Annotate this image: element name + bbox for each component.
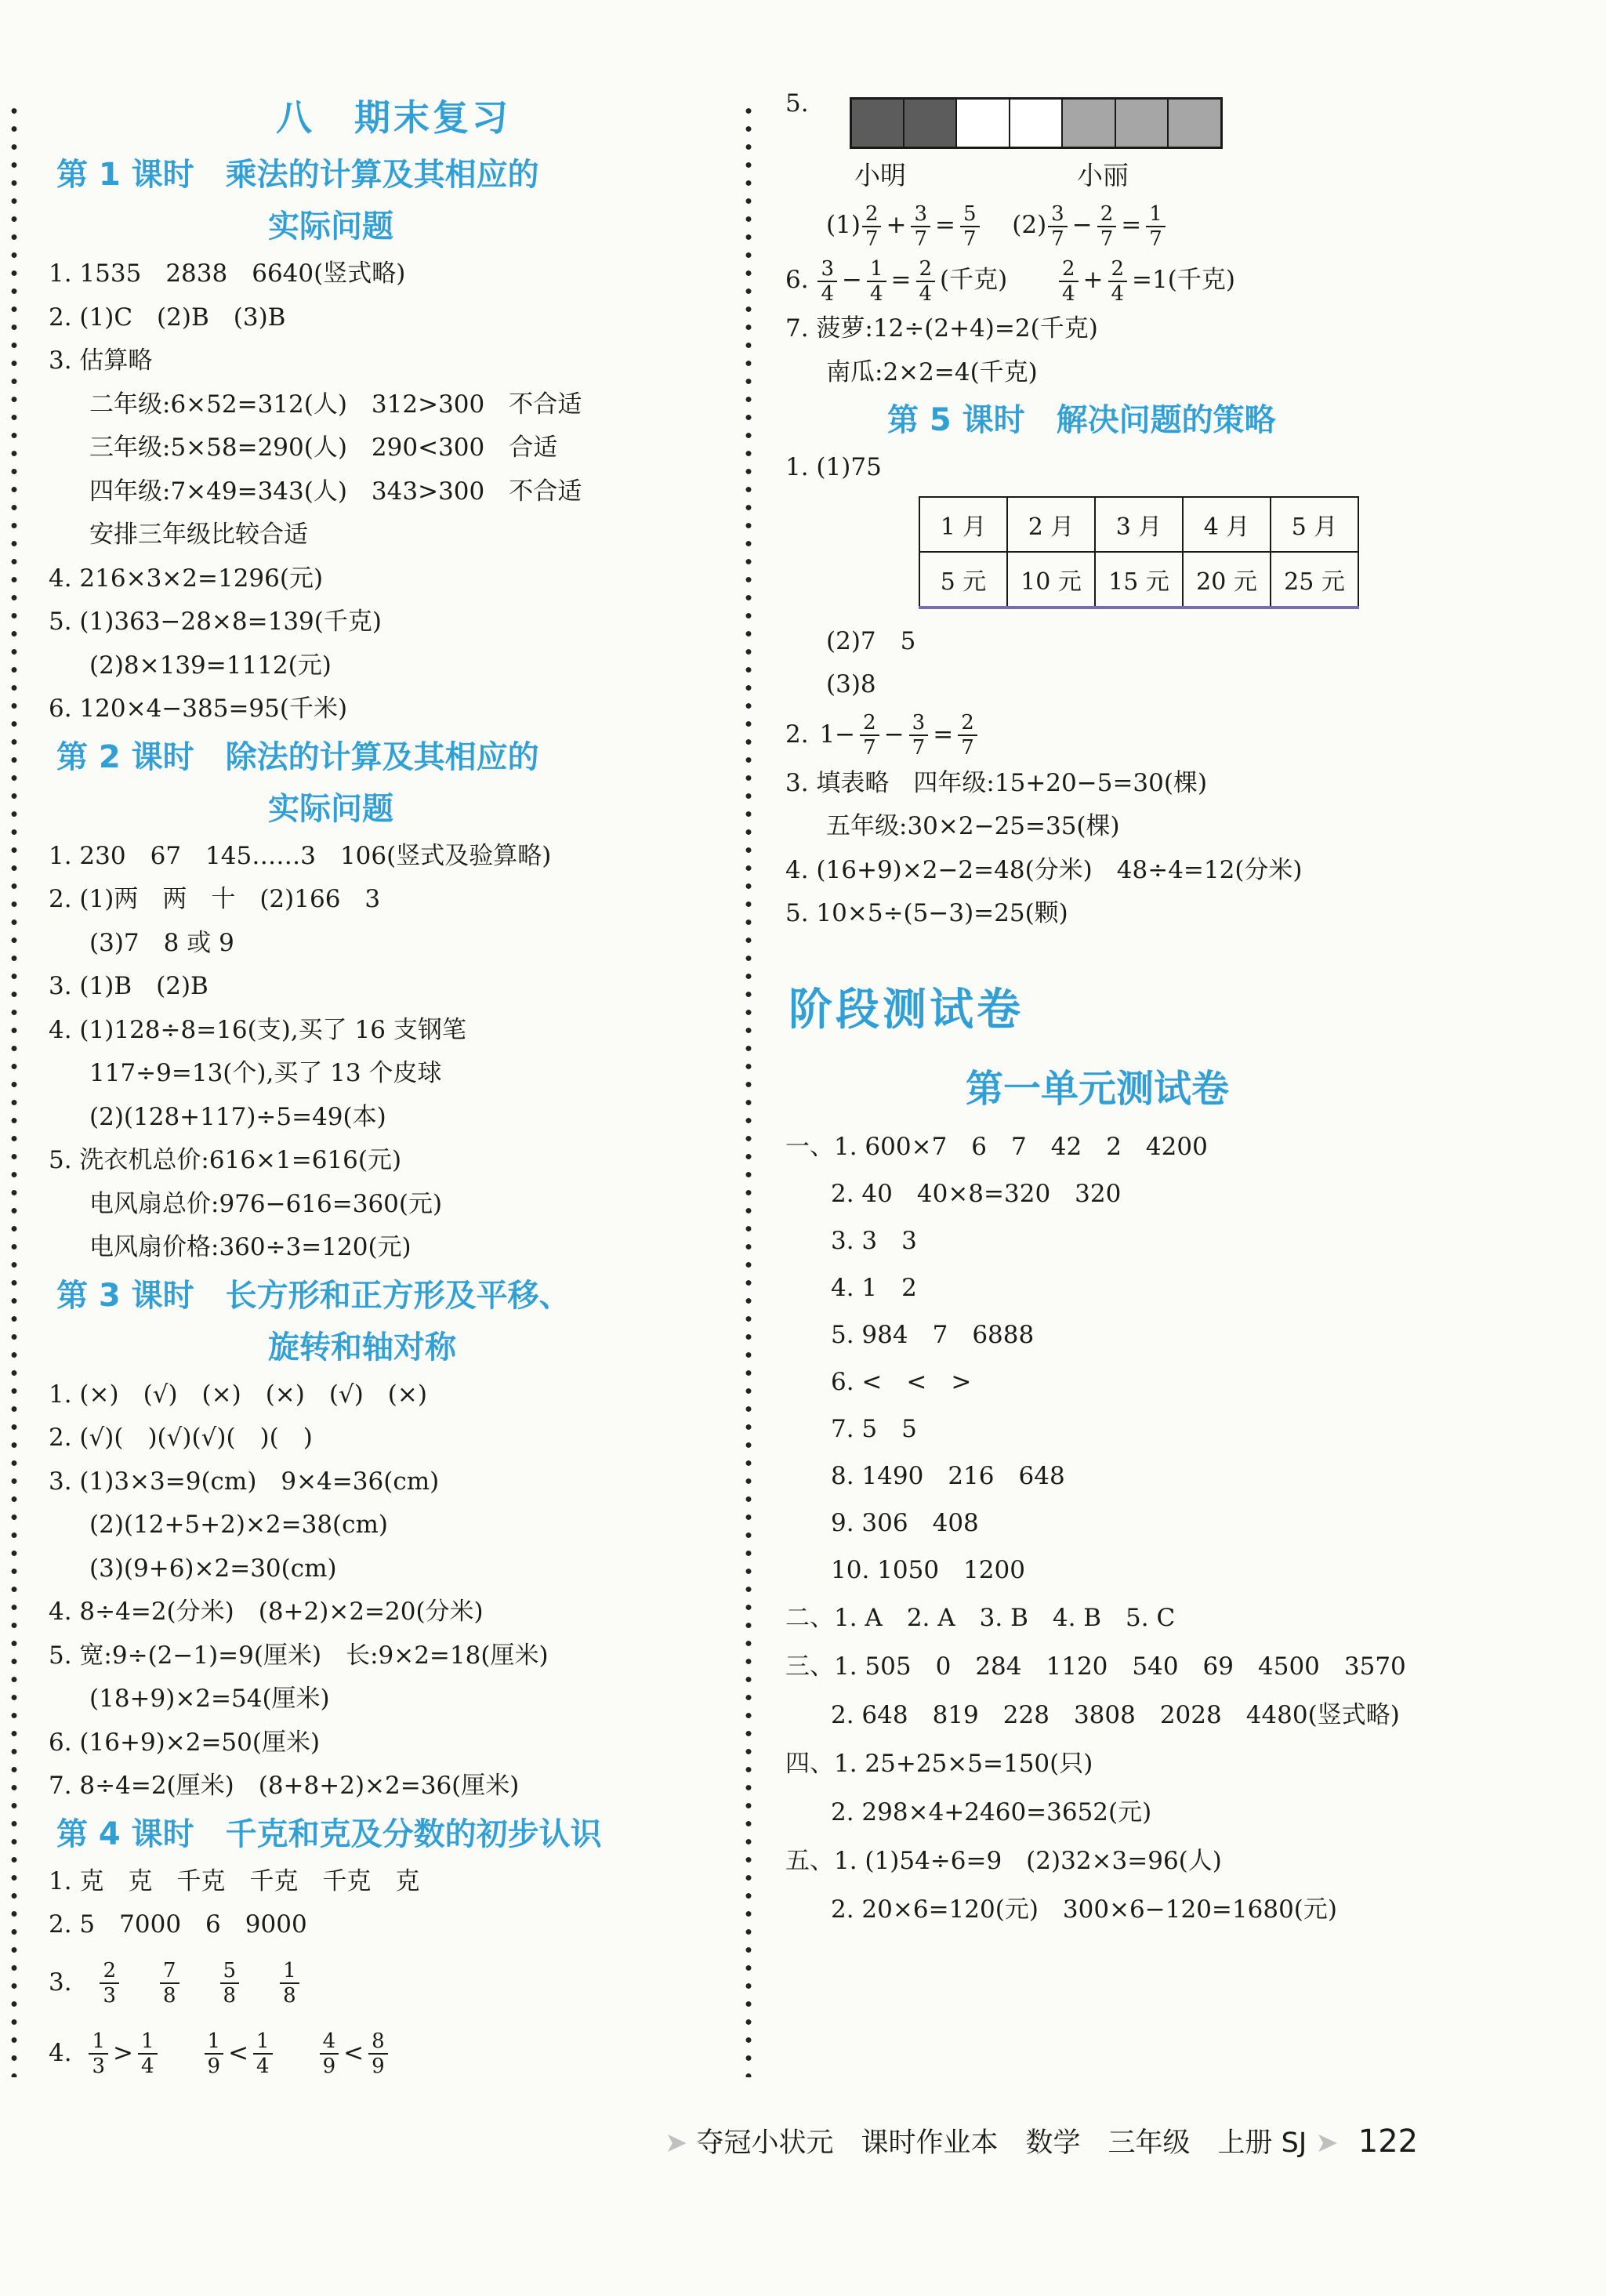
table-row <box>919 552 1358 608</box>
fraction: $\frac{2}{4}$ <box>916 257 936 306</box>
fraction-compare-group: $\frac{1}{3}$ > $\frac{1}{4}$ $\frac{1}{9}$ < $\frac{1}{4}$ $\frac{4}{9}$ < $\frac{8}{9}$ <box>79 2039 425 2067</box>
lesson-5-title: 第 5 课时 解决问题的策略 <box>887 402 1276 438</box>
answer-line: 117÷9=13(个),买了 13 个皮球 <box>89 1059 442 1087</box>
fraction: $\frac{2}{4}$ <box>1059 257 1079 306</box>
lesson-1-answers <box>49 252 738 731</box>
fraction-answer-q3: 3. $\frac{2}{3}$ $\frac{7}{8}$ $\frac{5}{8}$ $\frac{1}{8}$ <box>49 1947 738 2018</box>
answer-line: 一、1. 600×7 6 7 42 2 4200 <box>785 1132 1208 1161</box>
answer-line: 4. (16+9)×2−2=48(分米) 48÷4=12(分米) <box>785 855 1303 884</box>
binding-dots-middle <box>745 102 752 2077</box>
page-number: 122 <box>1358 2124 1419 2160</box>
answer-line: 8. 1490 216 648 <box>831 1461 1065 1490</box>
answer-line: 9. 306 408 <box>831 1508 979 1537</box>
label-xiaoming: 小明 <box>854 160 906 190</box>
answer-line: 2. (1)两 两 十 (2)166 3 <box>49 885 381 913</box>
answer-line: 7. 8÷4=2(厘米) (8+8+2)×2=36(厘米) <box>49 1772 520 1800</box>
fraction: $\frac{2}{3}$ <box>100 1959 119 2008</box>
fraction: $\frac{3}{7}$ <box>1048 202 1068 251</box>
bar-cell <box>1010 100 1063 147</box>
answer-line: 3. 估算略 <box>49 346 153 375</box>
table-cell: 1 月 <box>919 497 1007 552</box>
q5-bar-row: 5. <box>785 86 1569 149</box>
answer-line: 四、1. 25+25×5=150(只) <box>785 1749 1093 1778</box>
unit-1-test-title: 第一单元测试卷 <box>966 1066 1230 1111</box>
arrow-icon: ➤ <box>665 2127 688 2159</box>
table-cell: 4 月 <box>1183 497 1271 552</box>
fraction: $\frac{2}{7}$ <box>1097 202 1117 251</box>
lesson-3-title: 第 3 课时 长方形和正方形及平移、 旋转和轴对称 <box>56 1277 571 1366</box>
lesson-4-answers <box>49 1860 738 2088</box>
fraction: $\frac{2}{4}$ <box>1108 257 1128 306</box>
answer-line: 1. (×) (√) (×) (×) (√) (×) <box>49 1380 427 1409</box>
bar-cell <box>1169 100 1220 147</box>
answer-line: 五、1. (1)54÷6=9 (2)32×3=96(人) <box>785 1846 1222 1875</box>
answer-line: 3. (1)B (2)B <box>49 972 208 1000</box>
answer-line: 四年级:7×49=343(人) 343>300 不合适 <box>89 477 582 506</box>
bar-labels <box>785 149 1569 198</box>
answer-line: 5. (1)363−28×8=139(千克) <box>49 608 382 636</box>
fraction: $\frac{1}{4}$ <box>253 2029 273 2078</box>
fraction: $\frac{1}{9}$ <box>205 2029 224 2078</box>
fraction: $\frac{2}{7}$ <box>860 711 879 760</box>
answer-line: 4. 216×3×2=1296(元) <box>49 564 324 593</box>
answer-line: 电风扇价格:360÷3=120(元) <box>89 1233 411 1261</box>
fraction: $\frac{5}{8}$ <box>220 1959 240 2008</box>
bar-cell <box>957 100 1010 147</box>
answer-line: (3)(9+6)×2=30(cm) <box>89 1554 337 1583</box>
fraction: $\frac{1}{3}$ <box>89 2029 108 2078</box>
table-cell: 5 月 <box>1271 497 1358 552</box>
answer-line: 3. 3 3 <box>831 1226 917 1255</box>
lesson-4-title: 第 4 课时 千克和克及分数的初步认识 <box>56 1815 602 1852</box>
fraction: $\frac{7}{8}$ <box>160 1959 179 2008</box>
answer-line: 10. 1050 1200 <box>831 1555 1025 1584</box>
answer-line: 二年级:6×52=312(人) 312>300 不合适 <box>89 390 582 419</box>
answer-line: (2)(12+5+2)×2=38(cm) <box>89 1511 389 1539</box>
stage-test-title: 阶段测试卷 <box>788 984 1024 1036</box>
answer-line: 3. 填表略 四年级:15+20−5=30(棵) <box>785 768 1208 797</box>
answer-line: (3)8 <box>826 670 876 698</box>
bar-cell <box>1116 100 1169 147</box>
answer-line: 4. 1 2 <box>831 1273 917 1302</box>
table-cell: 20 元 <box>1183 552 1271 608</box>
label-xiaoli: 小丽 <box>1077 160 1129 190</box>
fraction: $\frac{1}{8}$ <box>280 1959 299 2008</box>
unit-1-answers <box>785 1124 1569 1934</box>
answer-line: 6. 120×4−385=95(千米) <box>49 695 348 723</box>
answer-line: 南瓜:2×2=4(千克) <box>826 357 1038 386</box>
table-cell: 2 月 <box>1007 497 1095 552</box>
table-cell: 15 元 <box>1095 552 1183 608</box>
answer-line: (18+9)×2=54(厘米) <box>89 1685 330 1713</box>
book-title: 夺冠小状元 课时作业本 数学 三年级 上册 SJ <box>696 2127 1307 2159</box>
answer-line: 6. (16+9)×2=50(厘米) <box>49 1728 321 1757</box>
table-row <box>919 497 1358 552</box>
answer-line: 1. (1)75 <box>785 453 882 481</box>
table-cell: 25 元 <box>1271 552 1358 608</box>
answer-line: 三、1. 505 0 284 1120 540 69 4500 3570 <box>785 1652 1406 1681</box>
answer-line: 2. 298×4+2460=3652(元) <box>831 1797 1152 1826</box>
left-column <box>49 86 738 2088</box>
answer-line: (2)8×139=1112(元) <box>89 651 332 680</box>
answer-line: 7. 5 5 <box>831 1414 917 1443</box>
answer-line: 4. 8÷4=2(分米) (8+2)×2=20(分米) <box>49 1598 484 1626</box>
answer-line: 2. (√)( )(√)(√)( )( ) <box>49 1424 313 1452</box>
arrow-icon: ➤ <box>1315 2127 1339 2159</box>
answer-line: 5. 984 7 6888 <box>831 1320 1035 1349</box>
fraction: $\frac{5}{7}$ <box>960 202 980 251</box>
right-column <box>785 86 1569 1934</box>
fraction: $\frac{2}{7}$ <box>862 202 882 251</box>
answer-line: 二、1. A 2. A 3. B 4. B 5. C <box>785 1603 1176 1632</box>
answer-line: 1. 1535 2838 6640(竖式略) <box>49 259 406 288</box>
q5-equations: (1) $\frac{2}{7}$ + $\frac{3}{7}$ = $\frac{5}{7}$ (2) $\frac{3}{7}$ − $\frac{2}{7}$ = $\frac{1}{7}$ <box>785 198 1569 252</box>
table-cell: 10 元 <box>1007 552 1095 608</box>
answer-line: 5. 洗衣机总价:616×1=616(元) <box>49 1146 402 1174</box>
lesson-2-title: 第 2 课时 除法的计算及其相应的 实际问题 <box>56 738 539 827</box>
answer-line: 2. 20×6=120(元) 300×6−120=1680(元) <box>831 1895 1337 1924</box>
answer-line: 安排三年级比较合适 <box>89 520 308 549</box>
q6-equations: 6. $\frac{3}{4}$ − $\frac{1}{4}$ = $\frac{2}{4}$ (千克) $\frac{2}{4}$ + $\frac{2}{4}$ =1(千克) <box>785 256 1235 306</box>
binding-dots-left <box>11 102 17 2077</box>
answer-line: 6. < < > <box>831 1367 972 1396</box>
answer-line: (2)(128+117)÷5=49(本) <box>89 1102 386 1131</box>
answer-line: (3)7 8 或 9 <box>89 928 234 957</box>
answer-line: 7. 菠萝:12÷(2+4)=2(千克) <box>785 314 1098 343</box>
page-footer <box>665 2121 1418 2160</box>
answer-line: 3. (1)3×3=9(cm) 9×4=36(cm) <box>49 1467 440 1496</box>
fraction: $\frac{1}{4}$ <box>867 257 886 306</box>
fraction: $\frac{3}{7}$ <box>911 202 930 251</box>
lesson-2-answers <box>49 835 738 1270</box>
fraction-bar-diagram <box>850 97 1223 149</box>
lesson-1-title: 第 1 课时 乘法的计算及其相应的 实际问题 <box>56 157 539 245</box>
fraction: $\frac{8}{9}$ <box>368 2029 388 2078</box>
fraction-group <box>79 1959 319 2008</box>
answer-line: (2)7 5 <box>826 626 916 655</box>
answer-line: 电风扇总价:976−616=360(元) <box>89 1189 443 1218</box>
bar-cell <box>905 100 957 147</box>
monthly-amount-table <box>919 496 1359 609</box>
fraction-answer-q2: 2. 1− $\frac{2}{7}$ − $\frac{3}{7}$ = $\frac{2}{7}$ <box>785 707 1569 762</box>
answer-line: 2. 40 40×8=320 320 <box>831 1179 1122 1208</box>
answer-line: 2. (1)C (2)B (3)B <box>49 303 286 332</box>
bar-cell <box>1063 100 1115 147</box>
answer-line: 5. 10×5÷(5−3)=25(颗) <box>785 899 1068 927</box>
lesson-3-answers <box>49 1373 738 1808</box>
answer-line: 1. 230 67 145……3 106(竖式及验算略) <box>49 841 552 870</box>
fraction: $\frac{3}{7}$ <box>909 711 929 760</box>
table-cell: 5 元 <box>919 552 1007 608</box>
chapter-title: 八 期末复习 <box>276 96 511 139</box>
fraction: $\frac{1}{4}$ <box>138 2029 158 2078</box>
fraction: $\frac{4}{9}$ <box>320 2029 339 2078</box>
answer-line: 2. 648 819 228 3808 2028 4480(竖式略) <box>831 1700 1400 1729</box>
answer-line: 三年级:5×58=290(人) 290<300 合适 <box>89 433 558 462</box>
fraction: $\frac{1}{7}$ <box>1146 202 1166 251</box>
answer-line: 4. (1)128÷8=16(支),买了 16 支钢笔 <box>49 1015 466 1044</box>
fraction-answer-q4: 4. $\frac{1}{3}$ > $\frac{1}{4}$ $\frac{1}{9}$ < $\frac{1}{4}$ $\frac{4}{9}$ < $\frac{8}{9}$ <box>49 2018 738 2088</box>
fraction: $\frac{3}{4}$ <box>818 257 837 306</box>
answer-line: 五年级:30×2−25=35(棵) <box>826 812 1120 840</box>
table-cell: 3 月 <box>1095 497 1183 552</box>
fraction: $\frac{2}{7}$ <box>958 711 977 760</box>
answer-line: 1. 克 克 千克 千克 千克 克 <box>49 1866 420 1895</box>
answer-line: 2. 5 7000 6 9000 <box>49 1910 307 1939</box>
answer-line: 5. 宽:9÷(2−1)=9(厘米) 长:9×2=18(厘米) <box>49 1641 549 1670</box>
bar-cell <box>852 100 905 147</box>
